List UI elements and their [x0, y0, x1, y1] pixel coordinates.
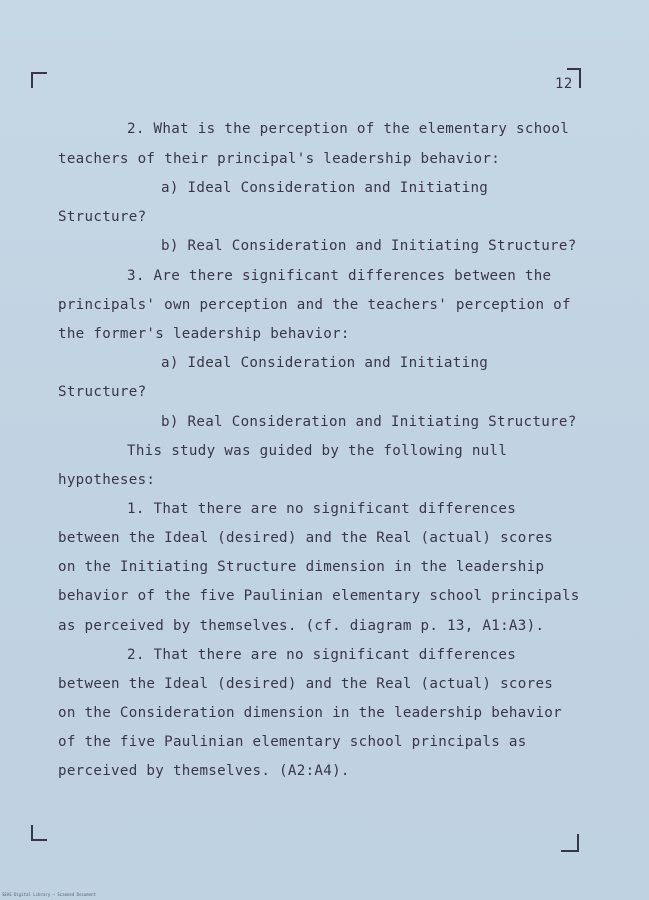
text-line: 1. That there are no significant differences: [127, 501, 517, 517]
text-line: 2. That there are no significant differences: [127, 647, 517, 663]
text-line: 2. What is the perception of the elementary school: [127, 121, 570, 137]
crop-mark-bottom-right: [561, 834, 579, 852]
text-line: a) Ideal Consideration and Initiating: [161, 355, 489, 371]
text-line: b) Real Consideration and Initiating Structure?: [161, 238, 577, 254]
text-line: 3. Are there significant differences between the: [127, 268, 552, 284]
text-line: the former's leadership behavior:: [58, 326, 350, 342]
text-line: behavior of the five Paulinian elementary school principals: [58, 588, 580, 604]
text-line: between the Ideal (desired) and the Real (actual) scores: [58, 676, 554, 692]
text-line: hypotheses:: [58, 472, 156, 488]
text-line: principals' own perception and the teachers' perception of: [58, 297, 571, 313]
text-line: on the Initiating Structure dimension in the leadership: [58, 559, 545, 575]
text-line: a) Ideal Consideration and Initiating: [161, 180, 489, 196]
text-line: perceived by themselves. (A2:A4).: [58, 763, 350, 779]
text-line: Structure?: [58, 209, 147, 225]
text-line: between the Ideal (desired) and the Real (actual) scores: [58, 530, 554, 546]
text-line: b) Real Consideration and Initiating Structure?: [161, 414, 577, 430]
text-line: teachers of their principal's leadership behavior:: [58, 151, 501, 167]
text-line: This study was guided by the following null: [127, 443, 508, 459]
text-line: of the five Paulinian elementary school principals as: [58, 734, 527, 750]
text-line: on the Consideration dimension in the leadership behavior: [58, 705, 562, 721]
page-number: 12: [555, 76, 573, 92]
crop-mark-bottom-left: [31, 825, 47, 841]
scan-footer-stamp: SEAS Digital Library — Scanned Document: [2, 892, 96, 897]
text-line: as perceived by themselves. (cf. diagram p. 13, A1:A3).: [58, 618, 545, 634]
crop-mark-top-left: [31, 72, 47, 88]
text-line: Structure?: [58, 384, 147, 400]
